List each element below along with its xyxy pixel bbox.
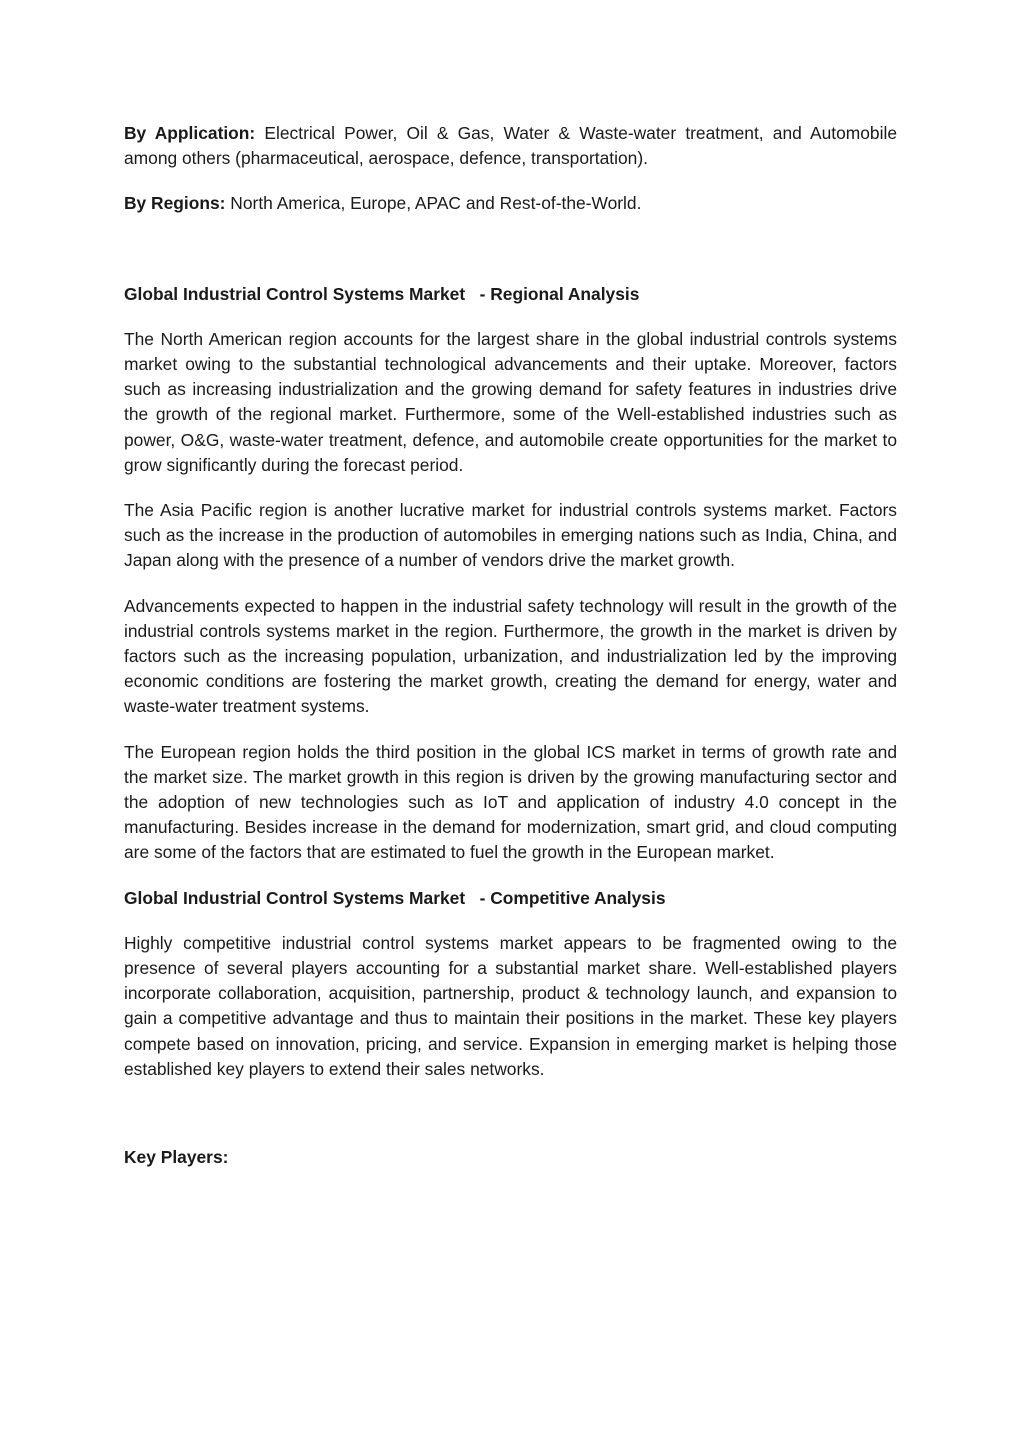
by-regions-paragraph bbox=[124, 191, 897, 216]
by-application-label: By Application: bbox=[124, 123, 256, 143]
regional-paragraph-north-america: The North American region accounts for the largest share in the global industrial controls systems market owing to the substantial technological advancements and their uptake. Moreover, factors such as increasing industrialization and the growing demand for safety features in industries drive the growth of the regional market. Furthermore, some of the Well-established industries such as power, O&G, waste-water treatment, defence, and automobile create opportunities for the market to grow significantly during the forecast period. bbox=[124, 328, 897, 475]
regional-paragraph-asia-pacific: The Asia Pacific region is another lucrative market for industrial controls systems market. Factors such as the increase in the production of automobiles in emerging nations such as India, China, and Japan along with the presence of a number of vendors drive the market growth. bbox=[124, 500, 897, 571]
by-application-paragraph bbox=[124, 121, 897, 171]
key-players-heading: Key Players: bbox=[124, 1147, 229, 1168]
document-page bbox=[124, 121, 897, 1190]
regional-analysis-heading: Global Industrial Control Systems Market - Regional Analysis bbox=[124, 283, 640, 304]
regional-paragraph-advancements: Advancements expected to happen in the industrial safety technology will result in the growth of the industrial controls systems market in the region. Furthermore, the growth in the market is driven by factors such as the increasing population, urbanization, and industrialization led by the improving economic conditions are fostering the market growth, creating the demand for energy, water and waste-water treatment systems. bbox=[124, 595, 897, 717]
by-application-text: Electrical Power, Oil & Gas, Water & Waste-water treatment, and Automobile among others (pharmaceutical, aerospace, defence, transportation). bbox=[124, 123, 897, 169]
regional-paragraph-europe: The European region holds the third position in the global ICS market in terms of growth rate and the market size. The market growth in this region is driven by the growing manufacturing sector and the adoption of new technologies such as IoT and application of industry 4.0 concept in the manufacturing. Besides increase in the demand for modernization, smart grid, and cloud computing are some of the factors that are estimated to fuel the growth in the European market. bbox=[124, 741, 897, 863]
competitive-analysis-heading: Global Industrial Control Systems Market - Competitive Analysis bbox=[124, 887, 666, 908]
competitive-paragraph: Highly competitive industrial control systems market appears to be fragmented owing to the presence of several players accounting for a substantial market share. Well-established players incorporate collaboration, acquisition, partnership, product & technology launch, and expansion to gain a competitive advantage and thus to maintain their positions in the market. These key players compete based on innovation, pricing, and service. Expansion in emerging market is helping those established key players to extend their sales networks. bbox=[124, 932, 897, 1079]
by-regions-text: North America, Europe, APAC and Rest-of-the-World. bbox=[225, 193, 642, 214]
by-regions-label: By Regions: bbox=[124, 193, 226, 214]
